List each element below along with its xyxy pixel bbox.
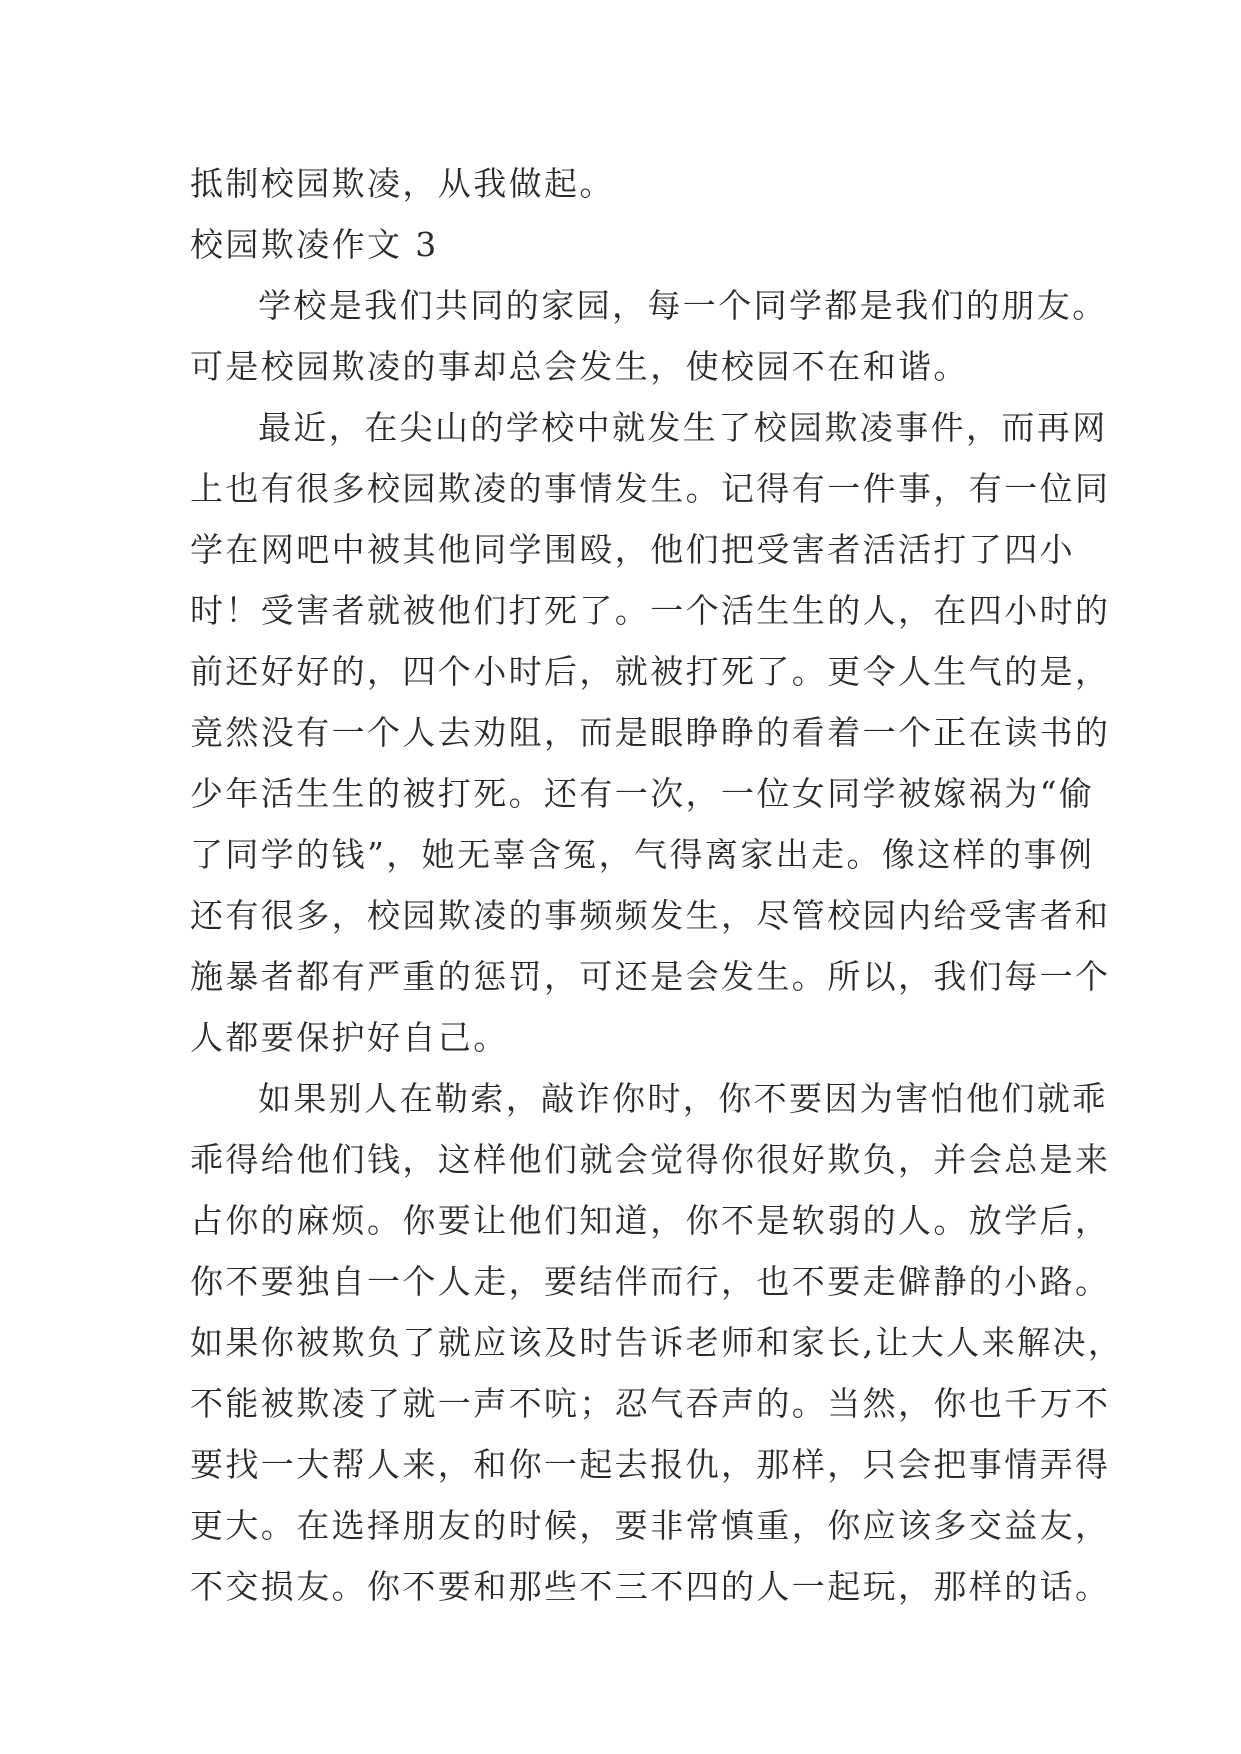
paragraph-first-line: 学校是我们共同的家园，每一个同学都是我们的朋友。 (258, 286, 1108, 325)
paragraph-first-line: 如果别人在勒索，敲诈你时，你不要因为害怕他们就乖 (258, 1079, 1108, 1118)
text-line: 抵制校园欺凌，从我做起。 (190, 164, 615, 203)
text-line: 如果你被欺负了就应该及时告诉老师和家长,让大人来解决， (190, 1323, 1124, 1362)
text-line: 更大。在选择朋友的时候，要非常慎重，你应该多交益友， (190, 1506, 1111, 1545)
text-line: 可是校园欺凌的事却总会发生，使校园不在和谐。 (190, 347, 969, 386)
text-line: 前还好好的，四个小时后，就被打死了。更令人生气的是， (190, 652, 1111, 691)
text-line: 上也有很多校园欺凌的事情发生。记得有一件事，有一位同 (190, 469, 1111, 508)
text-line: 人都要保护好自己。 (190, 1018, 509, 1057)
text-line: 不交损友。你不要和那些不三不四的人一起玩，那样的话。 (190, 1567, 1111, 1606)
text-line: 乖得给他们钱，这样他们就会觉得你很好欺负，并会总是来 (190, 1140, 1111, 1179)
text-line: 施暴者都有严重的惩罚，可还是会发生。所以，我们每一个 (190, 957, 1111, 996)
text-line: 时！受害者就被他们打死了。一个活生生的人，在四小时的 (190, 591, 1111, 630)
section-heading: 校园欺凌作文 3 (190, 225, 439, 264)
text-line: 竟然没有一个人去劝阻，而是眼睁睁的看着一个正在读书的 (190, 713, 1111, 752)
paragraph-first-line: 最近，在尖山的学校中就发生了校园欺凌事件，而再网 (258, 408, 1108, 447)
text-line: 少年活生生的被打死。还有一次，一位女同学被嫁祸为“偷 (190, 774, 1095, 813)
text-line: 占你的麻烦。你要让他们知道，你不是软弱的人。放学后， (190, 1201, 1111, 1240)
text-line: 不能被欺凌了就一声不吭；忍气吞声的。当然，你也千万不 (190, 1384, 1111, 1423)
text-line: 要找一大帮人来，和你一起去报仇，那样，只会把事情弄得 (190, 1445, 1111, 1484)
text-line: 了同学的钱”，她无辜含冤，气得离家出走。像这样的事例 (190, 835, 1095, 874)
text-line: 还有很多，校园欺凌的事频频发生，尽管校园内给受害者和 (190, 896, 1111, 935)
text-line: 你不要独自一个人走，要结伴而行，也不要走僻静的小路。 (190, 1262, 1111, 1301)
text-line: 学在网吧中被其他同学围殴，他们把受害者活活打了四小 (190, 530, 1075, 569)
